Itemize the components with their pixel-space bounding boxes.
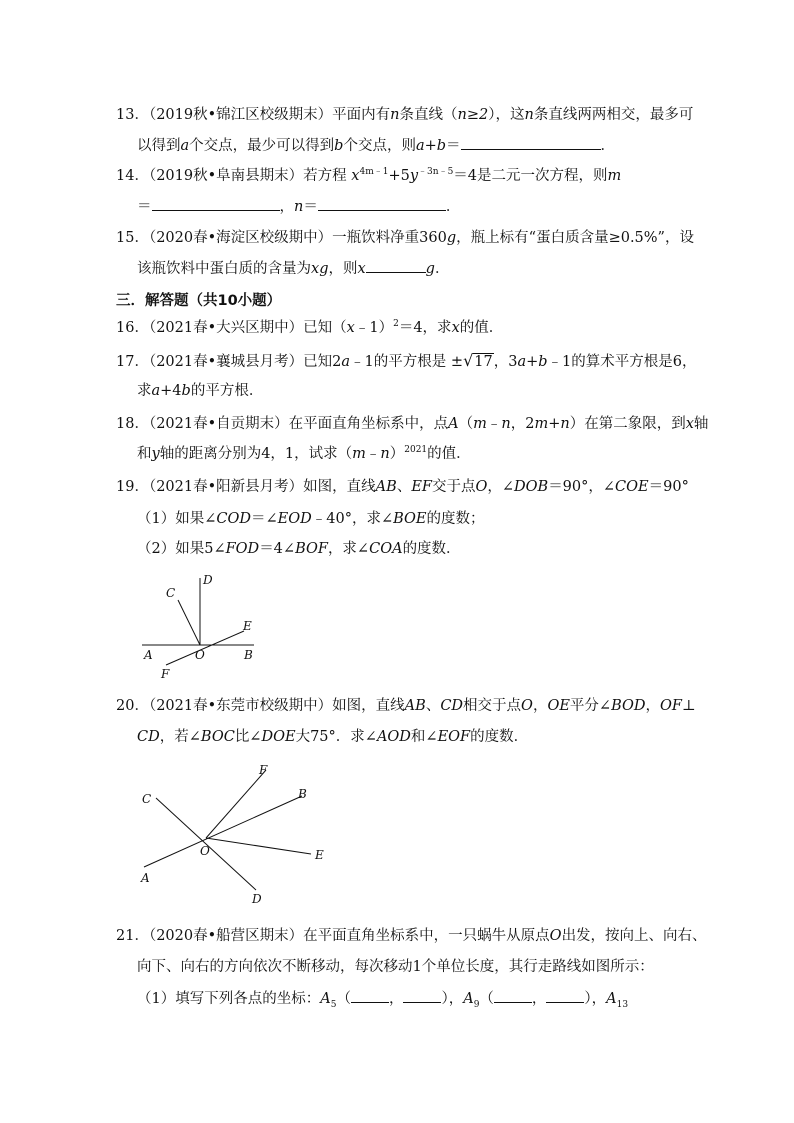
- answer-blank[interactable]: [351, 988, 389, 1003]
- question-20-line2: CD，若∠BOC比∠DOE大75°．求∠AOD和∠EOF的度数．: [137, 729, 529, 745]
- answer-blank[interactable]: [494, 988, 532, 1003]
- question-14-line2: ＝ ，n＝ ．: [137, 196, 460, 217]
- line-ef: [166, 631, 244, 665]
- question-15-line2: 该瓶饮料中蛋白质的含量为xg，则x g．: [137, 258, 449, 279]
- line-ab: [144, 796, 302, 867]
- label-a: A: [144, 648, 153, 662]
- ray-oe: [206, 838, 311, 854]
- question-13-line1: 13．（2019秋•锦江区校级期末）平面内有n条直线（n≥2），这n条直线两两相交，最多可: [116, 107, 694, 123]
- label-f: F: [259, 763, 268, 777]
- question-19-part1: （1）如果∠COD＝∠EOD﹣40°，求∠BOE的度数；: [137, 511, 485, 527]
- label-e: E: [315, 848, 324, 862]
- figure-q20: [136, 760, 336, 910]
- label-c: C: [166, 586, 176, 600]
- question-21-line1: 21．（2020春•船营区期末）在平面直角坐标系中，一只蜗牛从原点O出发，按向上、向右、: [116, 928, 707, 944]
- ray-of: [206, 770, 266, 838]
- label-b: B: [298, 787, 307, 801]
- answer-blank[interactable]: [546, 988, 584, 1003]
- label-e: E: [243, 619, 252, 633]
- answer-blank[interactable]: [461, 135, 601, 150]
- question-19-part2: （2）如果5∠FOD＝4∠BOF，求∠COA的度数．: [137, 541, 461, 557]
- question-21-line2: 向下、向右的方向依次不断移动，每次移动1个单位长度，其行走路线如图所示：: [137, 959, 654, 975]
- label-b: B: [244, 648, 253, 662]
- ray-oc: [178, 600, 200, 645]
- question-13-line2: 以得到a个交点，最少可以得到b个交点，则a+b＝ ．: [137, 135, 615, 156]
- question-14-line1: 14．（2019秋•阜南县期末）若方程 $x^{4m﹣1}+5y^{﹣3n﹣5}=4$是二元一次方程，则m: [116, 167, 622, 184]
- label-o: O: [195, 648, 205, 662]
- section-heading: 三．解答题（共10小题）: [116, 293, 282, 309]
- label-f: F: [161, 667, 170, 681]
- answer-blank[interactable]: [403, 988, 441, 1003]
- question-17-line1: 17．（2021春•襄城县月考）已知2a﹣1的平方根是 ±√17，3a+b﹣1的算术平方根是6，: [116, 351, 697, 370]
- question-19-line1: 19．（2021春•阳新县月考）如图，直线AB、EF交于点O，∠DOB＝90°，∠COE＝90°: [116, 479, 689, 495]
- question-16: 16．（2021春•大兴区期中）已知（x﹣1）$^2$＝4，求x的值．: [116, 319, 504, 336]
- label-c: C: [142, 792, 152, 806]
- answer-blank-m[interactable]: [152, 196, 280, 211]
- question-20-line1: 20．（2021春•东莞市校级期中）如图，直线AB、CD相交于点O，OE平分∠BOD，OF⊥: [116, 698, 696, 714]
- question-18-line1: 18．（2021春•自贡期末）在平面直角坐标系中，点A（m﹣n，2m+n）在第二象限，到x轴: [116, 416, 709, 432]
- figure-q19: [136, 568, 266, 683]
- label-a: A: [141, 871, 150, 885]
- label-d: D: [252, 892, 262, 906]
- label-d: D: [203, 573, 213, 587]
- answer-blank[interactable]: [366, 258, 426, 273]
- label-o: O: [200, 844, 210, 858]
- answer-blank-n[interactable]: [318, 196, 446, 211]
- question-15-line1: 15．（2020春•海淀区校级期中）一瓶饮料净重360g，瓶上标有“蛋白质含量≥0.5%”，设: [116, 230, 694, 246]
- question-17-line2: 求a+4b的平方根．: [137, 383, 264, 399]
- question-18-line2: 和y轴的距离分别为4，1，试求（m﹣n）$^{2021}$的值．: [137, 445, 471, 462]
- question-21-part1: （1）填写下列各点的坐标：$A_5$（ ， ），$A_9$（ ， ），$A_{13}$: [137, 988, 628, 1009]
